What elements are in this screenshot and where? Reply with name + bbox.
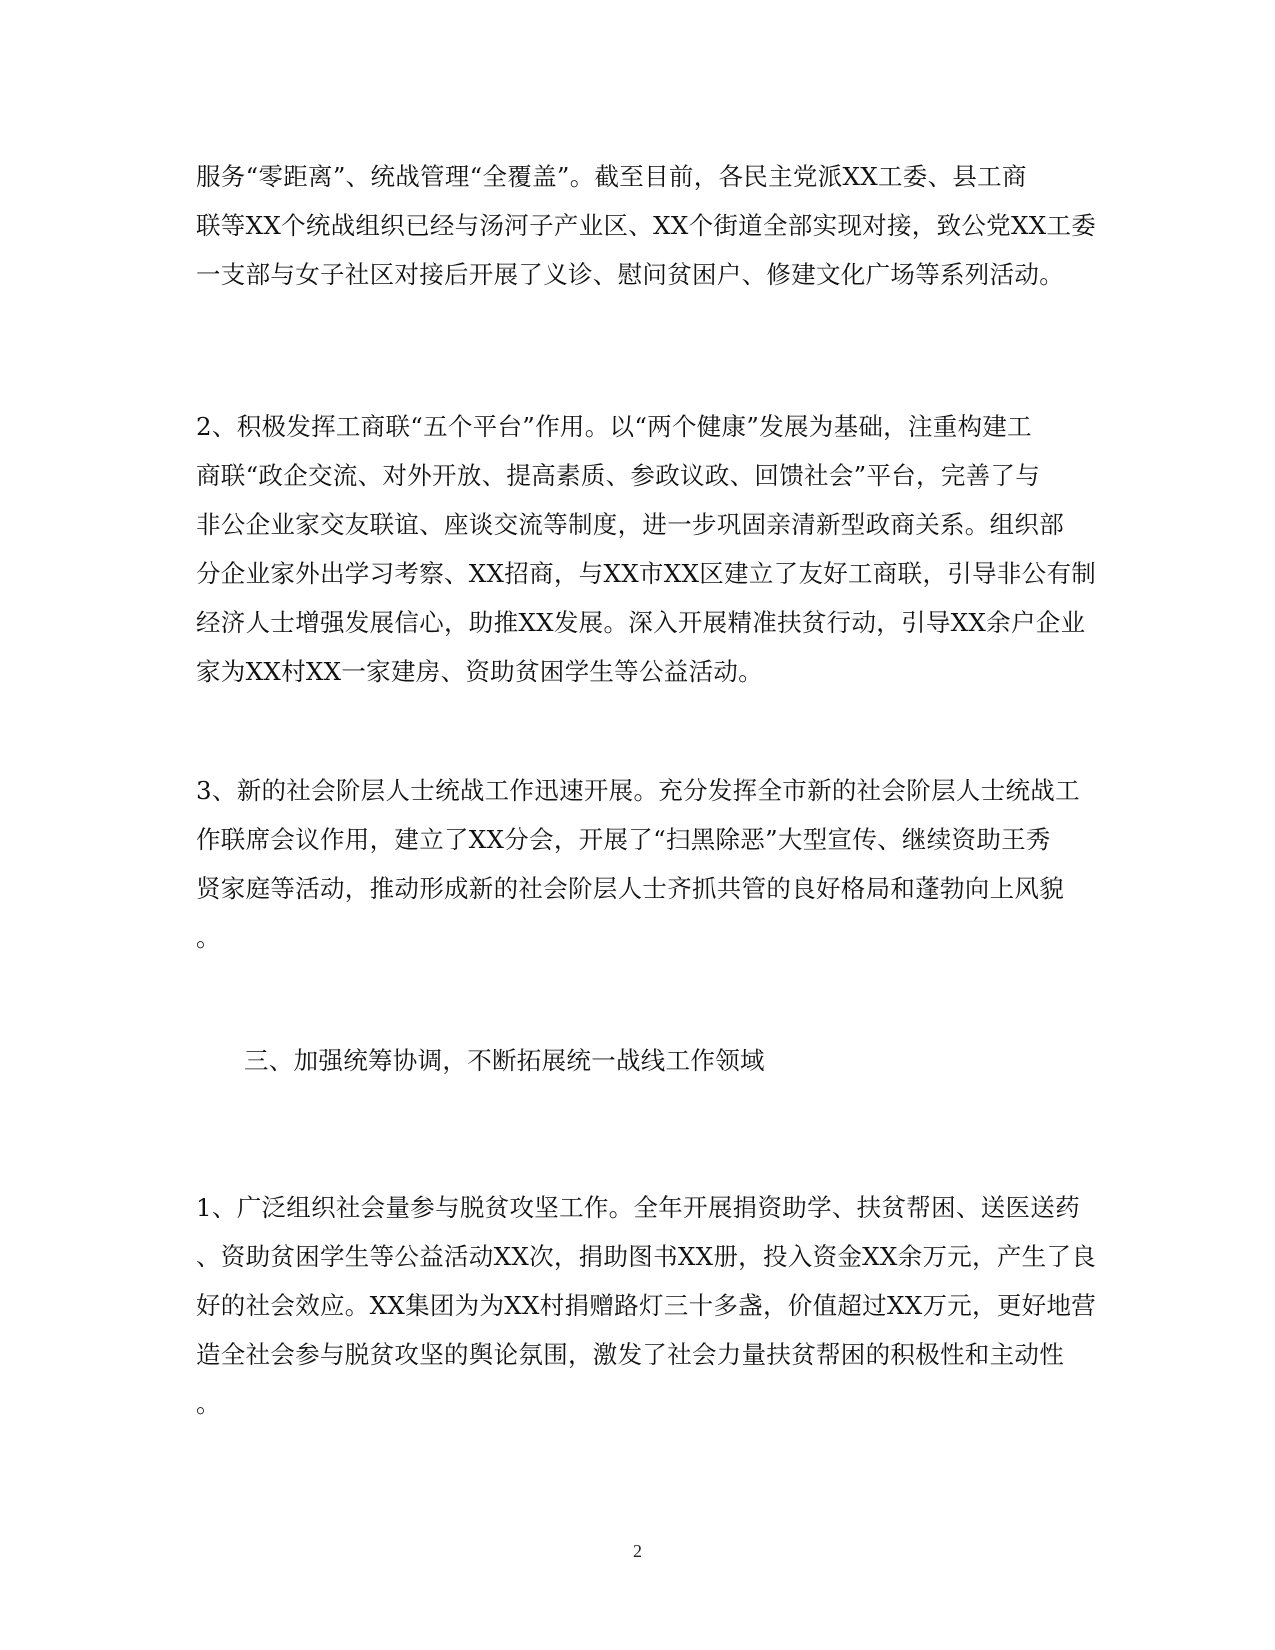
text-line: 贤家庭等活动，推动形成新的社会阶层人士齐抓共管的良好格局和蓬勃向上风貌 xyxy=(196,874,1064,903)
text-line: 联等XX个统战组织已经与汤河子产业区、XX个街道全部实现对接，致公党XX工委 xyxy=(196,211,1097,240)
text-line: 作联席会议作用，建立了XX分会，开展了“扫黑除恶”大型宣传、继续资助王秀 xyxy=(196,825,1051,854)
text-line: 、资助贫困学生等公益活动XX次，捐助图书XX册，投入资金XX余万元，产生了良 xyxy=(196,1242,1097,1271)
text-line: 2、积极发挥工商联“五个平台”作用。以“两个健康”发展为基础，注重构建工 xyxy=(196,412,1032,441)
text-line: 非公企业家交友联谊、座谈交流等制度，进一步巩固亲清新型政商关系。组织部 xyxy=(196,510,1064,539)
text-line: 经济人士增强发展信心，助推XX发展。深入开展精准扶贫行动，引导XX余户企业 xyxy=(196,608,1086,637)
paragraph-community-docking xyxy=(196,152,1097,299)
text-line: 。 xyxy=(196,923,221,952)
text-line: 3、新的社会阶层人士统战工作迅速开展。充分发挥全市新的社会阶层人士统战工 xyxy=(196,776,1080,805)
section-heading xyxy=(244,1036,1124,1085)
text-line: 1、广泛组织社会量参与脱贫攻坚工作。全年开展捐资助学、扶贫帮困、送医送药 xyxy=(196,1193,1080,1222)
text-line: 商联“政企交流、对外开放、提高素质、参政议政、回馈社会”平台，完善了与 xyxy=(196,461,1041,490)
heading-text: 三、加强统筹协调，不断拓展统一战线工作领域 xyxy=(244,1046,765,1075)
page-number: 2 xyxy=(633,1541,642,1561)
text-line: 家为XX村XX一家建房、资助贫困学生等公益活动。 xyxy=(196,657,763,686)
text-line: 服务“零距离”、统战管理“全覆盖”。截至目前，各民主党派XX工委、县工商 xyxy=(196,162,1027,191)
text-line: 分企业家外出学习考察、XX招商，与XX市XX区建立了友好工商联，引导非公有制 xyxy=(196,559,1097,588)
text-line: 一支部与女子社区对接后开展了义诊、慰问贫困户、修建文化广场等系列活动。 xyxy=(196,260,1064,289)
text-line: 好的社会效应。XX集团为为XX村捐赠路灯三十多盏，价值超过XX万元，更好地营 xyxy=(196,1291,1097,1320)
paragraph-new-social-strata xyxy=(196,766,1080,962)
paragraph-poverty-alleviation xyxy=(196,1183,1097,1428)
text-line: 造全社会参与脱贫攻坚的舆论氛围，激发了社会力量扶贫帮困的积极性和主动性 xyxy=(196,1340,1064,1369)
paragraph-commerce-federation-platforms xyxy=(196,402,1097,696)
text-line: 。 xyxy=(196,1389,221,1418)
